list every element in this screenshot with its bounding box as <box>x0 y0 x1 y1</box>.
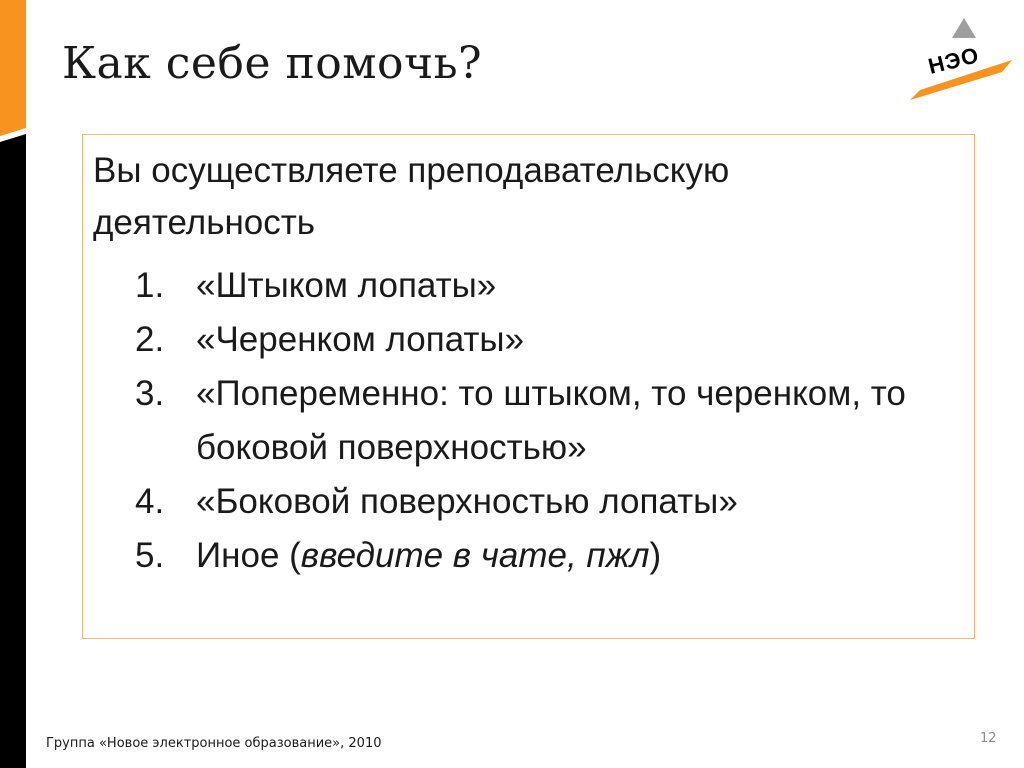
neo-logo-icon <box>906 14 1014 106</box>
page-number: 12 <box>980 731 997 746</box>
item-number: 4. <box>135 482 165 521</box>
item-text: «Черенком лопаты» <box>196 320 525 359</box>
item-text-after: ) <box>649 536 662 575</box>
item-text-italic: введите в чате, пжл <box>300 536 650 575</box>
item-text: «Боковой поверхностью лопаты» <box>196 482 738 521</box>
logo-text: НЭО <box>925 42 982 79</box>
item-text: «Штыком лопаты» <box>196 266 497 305</box>
left-accent-bar-graphic <box>0 0 26 768</box>
list-item <box>93 259 953 313</box>
item-text: «Попеременно: то штыком, то черенком, то боковой поверхностью» <box>196 374 906 467</box>
list-item <box>93 529 953 583</box>
slide-title: Как себе помочь? <box>62 38 483 89</box>
list-item <box>93 367 953 475</box>
content-box <box>82 134 975 639</box>
list-item <box>93 475 953 529</box>
item-number: 1. <box>135 266 165 305</box>
item-text <box>196 536 661 575</box>
left-accent-bar <box>0 0 26 768</box>
footer-text: Группа «Новое электронное образование», 2010 <box>46 736 382 751</box>
item-text-before: Иное ( <box>196 536 301 575</box>
item-number: 5. <box>135 536 165 575</box>
intro-text: Вы осуществляете преподавательскую деятельность <box>93 151 730 242</box>
answer-options-list <box>93 259 953 583</box>
list-item <box>93 313 953 367</box>
item-number: 3. <box>135 374 165 413</box>
item-number: 2. <box>135 320 165 359</box>
